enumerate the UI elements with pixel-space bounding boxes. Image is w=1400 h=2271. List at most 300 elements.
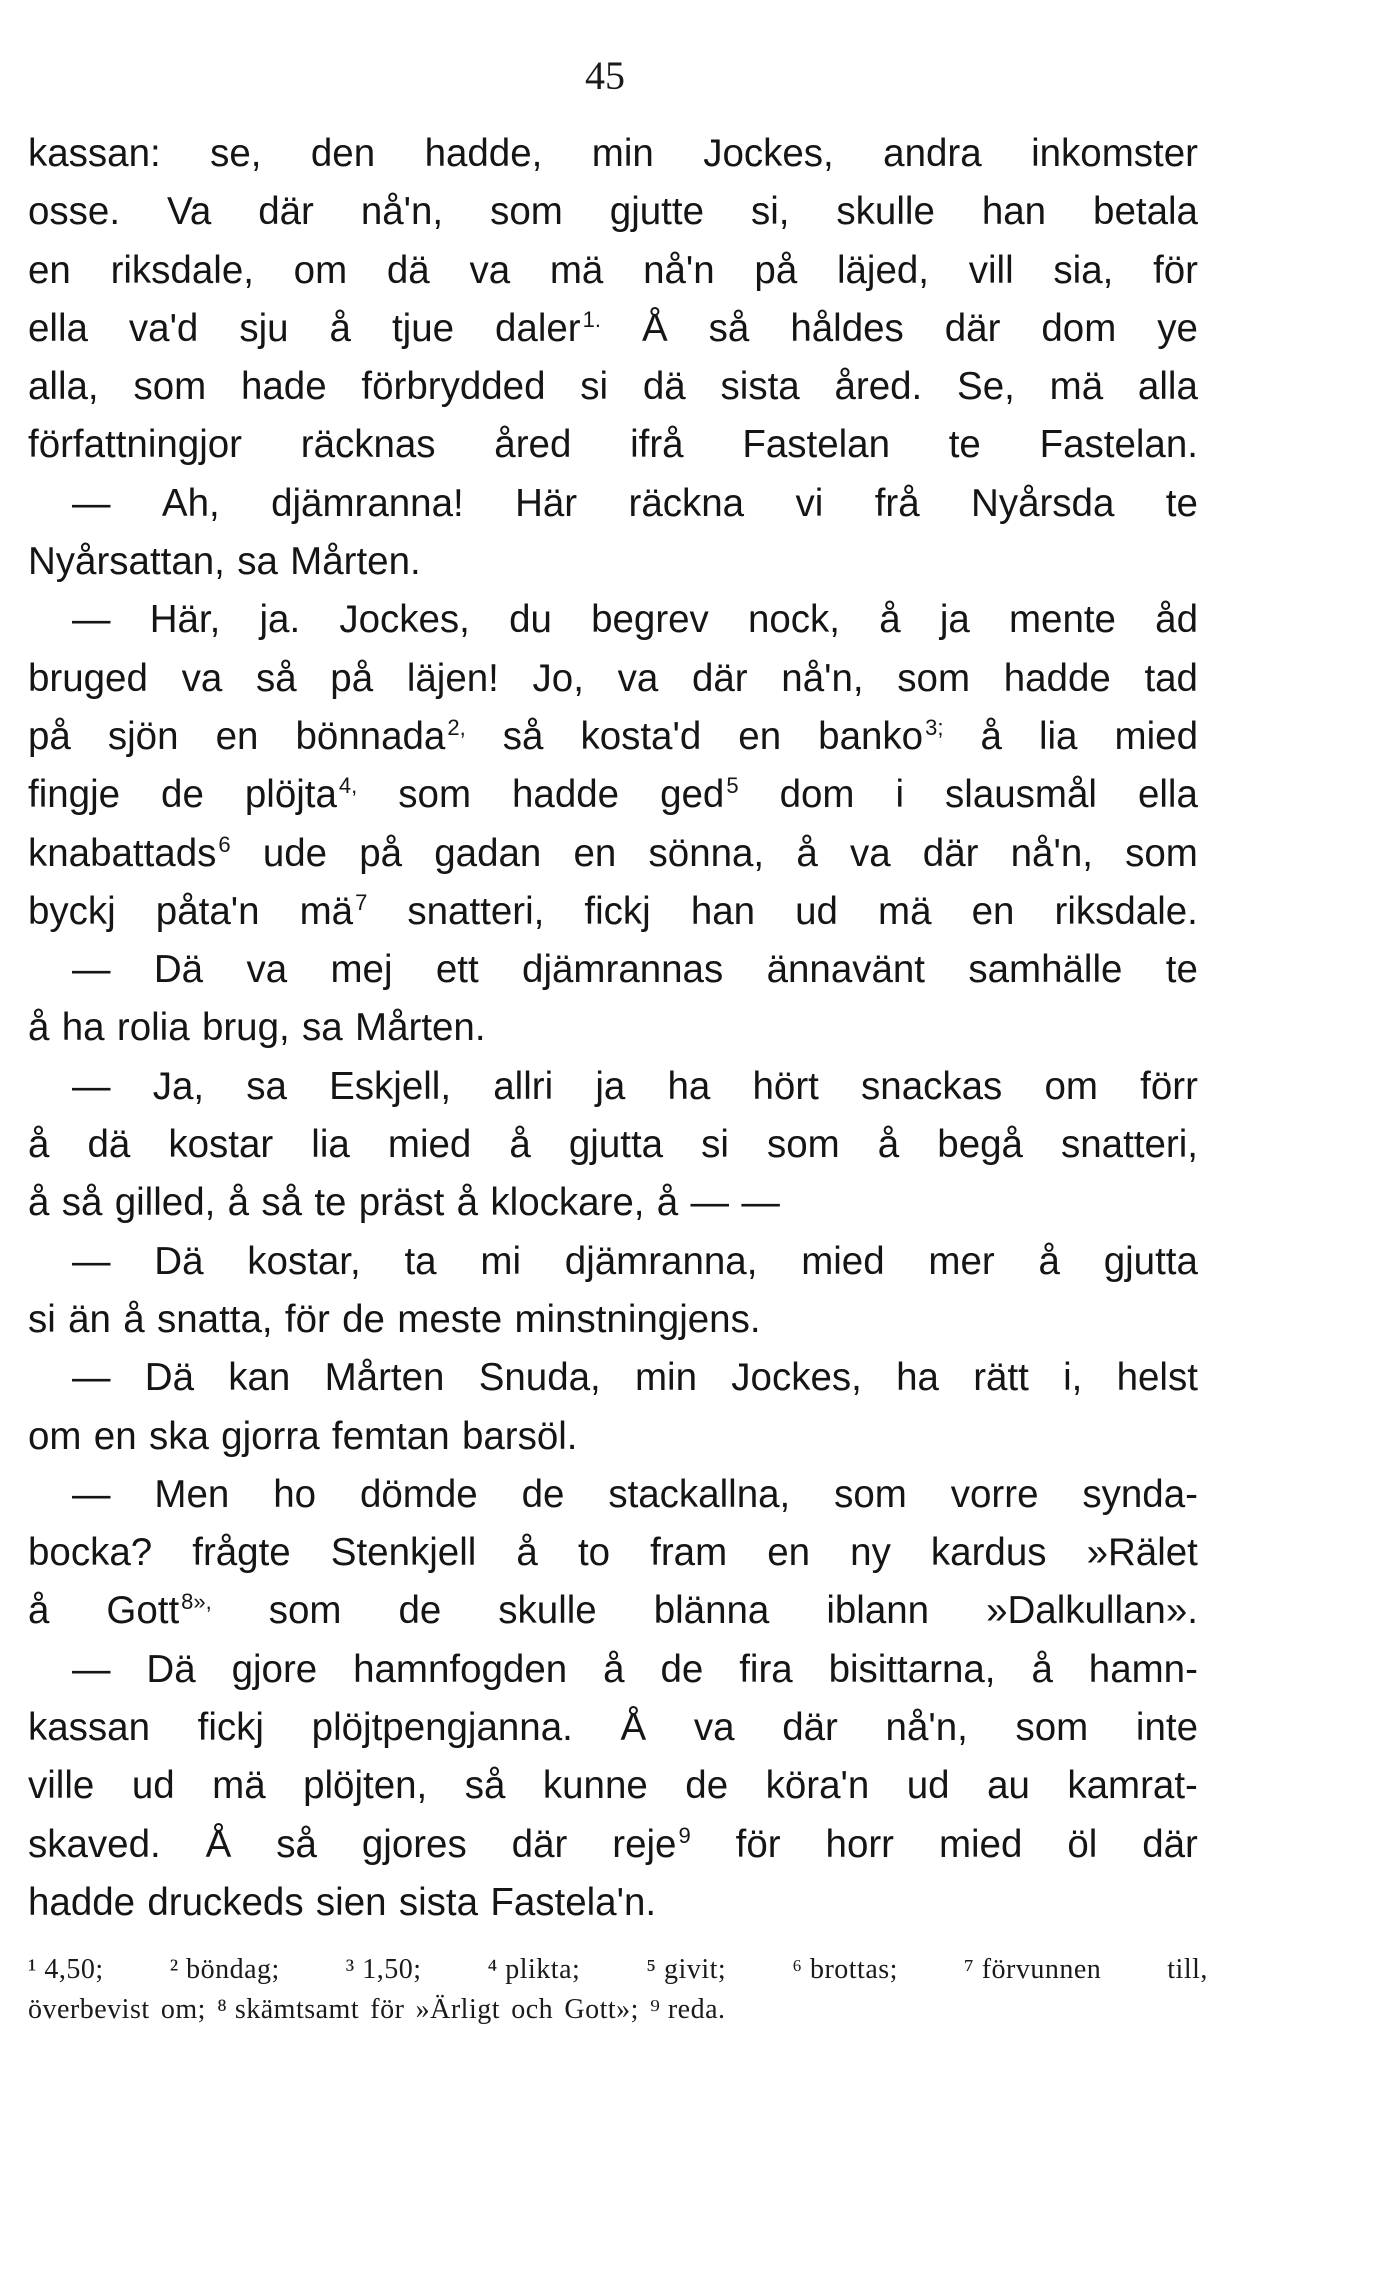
word: en xyxy=(971,889,1015,933)
word: gjorra xyxy=(221,1414,320,1458)
word: gjutta xyxy=(568,1123,664,1167)
word: kosta'd xyxy=(580,714,702,758)
word: frågte xyxy=(192,1531,291,1575)
word: fram xyxy=(650,1531,728,1575)
word: synda- xyxy=(1082,1472,1198,1516)
word: Dä xyxy=(144,1356,194,1400)
word: de xyxy=(342,1297,385,1341)
footnote-item: och xyxy=(511,1994,554,2025)
word: mä$^7$ xyxy=(299,889,368,933)
word: läjen! xyxy=(406,656,499,700)
text-line xyxy=(28,475,1198,533)
word: å xyxy=(123,1297,145,1341)
word: förr xyxy=(1140,1064,1198,1108)
word: å xyxy=(28,1123,50,1167)
word: tad xyxy=(1144,656,1198,700)
word: hadde xyxy=(512,773,620,817)
word: där xyxy=(691,656,748,700)
footnote-marker: 2, xyxy=(447,714,466,740)
footnote-item: ⁷ förvunnen xyxy=(963,1954,1102,1985)
word: å xyxy=(329,306,351,350)
word: Ja, xyxy=(152,1064,205,1108)
word: ifrå xyxy=(630,423,684,467)
word: sista xyxy=(398,1880,479,1924)
word: mi xyxy=(480,1239,521,1283)
word: författningjor xyxy=(28,423,243,467)
word: ha xyxy=(896,1356,939,1400)
word: mied xyxy=(1114,714,1198,758)
word: alla, xyxy=(28,365,99,409)
footnote-marker: 8», xyxy=(181,1589,212,1615)
word: ud xyxy=(131,1764,175,1808)
word: präst xyxy=(358,1181,445,1225)
word: frå xyxy=(874,481,920,525)
word: begrev xyxy=(591,598,709,642)
word: dom xyxy=(779,773,855,817)
word: kassan: xyxy=(28,132,161,175)
text-line xyxy=(28,1116,1198,1174)
text-line xyxy=(28,825,1198,883)
word: min xyxy=(634,1356,698,1400)
word: va xyxy=(246,948,288,992)
word: te xyxy=(314,1181,347,1225)
word: å xyxy=(28,1589,50,1633)
word: å xyxy=(879,598,901,642)
word: åred xyxy=(494,423,572,467)
word: å xyxy=(1038,1239,1060,1283)
word: riksdale. xyxy=(1054,889,1198,933)
word: ud xyxy=(906,1764,950,1808)
word: ta xyxy=(404,1239,437,1283)
word: ett xyxy=(435,948,479,992)
word: plöjta$^{4,}$ xyxy=(244,773,358,817)
footnote-item: ⁵ givit; xyxy=(646,1954,727,1985)
word: nock, xyxy=(747,598,841,642)
word: den xyxy=(310,132,376,175)
word: ha xyxy=(667,1064,711,1108)
word: riksdale, xyxy=(110,248,254,292)
word: Dä xyxy=(153,948,204,992)
word: sjön xyxy=(107,714,179,758)
word: helst xyxy=(1116,1356,1198,1400)
word: — xyxy=(72,1356,111,1400)
word: å xyxy=(516,1531,538,1575)
word: Stenkjell xyxy=(330,1531,477,1575)
word: ha xyxy=(61,1006,105,1050)
word: sa xyxy=(246,1064,287,1108)
word: tjue xyxy=(391,306,455,350)
word: djämranna! xyxy=(271,481,464,525)
word: ja xyxy=(595,1064,626,1108)
word: kostar xyxy=(168,1123,274,1167)
text-line xyxy=(28,1582,1198,1640)
word: där xyxy=(922,831,979,875)
word: hamnfogden xyxy=(353,1647,568,1691)
word: mä xyxy=(549,248,604,292)
word: vorre xyxy=(950,1472,1039,1516)
text-line xyxy=(28,1874,1198,1932)
text-line xyxy=(28,1757,1198,1815)
word: på xyxy=(28,714,71,758)
word: — xyxy=(72,948,111,992)
word: dä xyxy=(87,1123,131,1167)
text-line xyxy=(28,300,1198,358)
text-line xyxy=(28,941,1198,999)
word: ude xyxy=(262,831,328,875)
word: min xyxy=(591,132,654,175)
word: va xyxy=(693,1706,735,1750)
text-line xyxy=(28,183,1198,241)
word: fickj xyxy=(584,889,651,933)
word: byckj xyxy=(28,889,116,933)
word: Snuda, xyxy=(478,1356,601,1400)
word: skulle xyxy=(836,190,935,234)
page-number: 45 xyxy=(585,53,625,98)
word: bocka? xyxy=(28,1531,153,1575)
word: — xyxy=(72,1239,111,1283)
word: kostar, xyxy=(247,1239,361,1283)
word: fickj xyxy=(197,1706,264,1750)
word: Här, xyxy=(149,598,221,642)
word: så xyxy=(464,1764,506,1808)
word: som xyxy=(1125,831,1198,875)
text-line xyxy=(28,1408,1198,1466)
word: ella xyxy=(1137,773,1198,817)
word: så xyxy=(276,1822,317,1866)
word: mied xyxy=(801,1239,885,1283)
word: som xyxy=(897,656,971,700)
word: plöjtpengjanna. xyxy=(311,1706,573,1750)
word: allri xyxy=(493,1064,554,1108)
word: snatteri, xyxy=(1061,1123,1198,1167)
word: mej xyxy=(330,948,393,992)
word: Men xyxy=(154,1472,230,1516)
word: en xyxy=(28,248,71,292)
word: de xyxy=(161,773,204,817)
word: Jockes, xyxy=(731,1356,862,1400)
word: druckeds xyxy=(147,1880,304,1924)
word: barsöl. xyxy=(461,1414,578,1458)
word: begå xyxy=(937,1123,1023,1167)
word: å xyxy=(980,714,1002,758)
word: inte xyxy=(1135,1706,1198,1750)
word: Va xyxy=(167,190,212,234)
word: ja. xyxy=(259,598,301,642)
word: Fastelan xyxy=(742,423,890,467)
word: ye xyxy=(1157,306,1198,350)
word: på xyxy=(754,248,798,292)
word: andra xyxy=(883,132,982,175)
word: på xyxy=(359,831,403,875)
word: som xyxy=(398,773,472,817)
word: djämranna, xyxy=(564,1239,758,1283)
word: inkomster xyxy=(1031,132,1198,175)
footnote-item: ⁹ reda. xyxy=(650,1994,726,2025)
word: å xyxy=(509,1123,531,1167)
word: djämrannas xyxy=(522,948,724,992)
text-line xyxy=(28,1291,1198,1349)
word: Jockes, xyxy=(703,132,834,175)
word: Dä xyxy=(154,1239,204,1283)
word: å xyxy=(227,1181,250,1225)
word: å xyxy=(877,1123,900,1167)
word: kan xyxy=(228,1356,291,1400)
word: så xyxy=(708,306,750,350)
word: snatta, xyxy=(157,1297,273,1341)
word: ja xyxy=(939,598,970,642)
word: va'd xyxy=(128,306,199,350)
word: än xyxy=(68,1297,111,1341)
word: så xyxy=(261,1181,303,1225)
word: gilled, xyxy=(114,1181,216,1225)
word: nå'n, xyxy=(781,656,864,700)
word: förbrydded xyxy=(361,365,546,409)
word: va xyxy=(617,656,659,700)
text-line xyxy=(28,1699,1198,1757)
word: dä xyxy=(642,365,686,409)
word: en xyxy=(215,714,259,758)
word: te xyxy=(1165,481,1198,525)
word: si xyxy=(701,1123,729,1167)
word: bisittarna, xyxy=(828,1647,996,1691)
word: blänna xyxy=(653,1589,770,1633)
word: mied xyxy=(938,1822,1023,1866)
word: Mårten. xyxy=(355,1006,486,1050)
text-line xyxy=(28,1466,1198,1524)
word: au xyxy=(987,1764,1030,1808)
word: snackas xyxy=(861,1064,1003,1108)
word: så xyxy=(502,714,544,758)
word: mer xyxy=(928,1239,995,1283)
word: sa xyxy=(302,1006,343,1050)
word: dom xyxy=(1041,306,1117,350)
footnote-marker: 3; xyxy=(925,714,944,740)
word: håldes xyxy=(790,306,904,350)
word: rolia xyxy=(116,1006,190,1050)
word: ella xyxy=(28,306,88,350)
text-line xyxy=(28,766,1198,824)
word: å xyxy=(796,831,818,875)
word: läjed, xyxy=(836,248,930,292)
word: vill xyxy=(968,248,1014,292)
word: Å xyxy=(620,1706,647,1750)
word: se, xyxy=(210,132,262,175)
word: som xyxy=(133,365,207,409)
word: de xyxy=(521,1472,565,1516)
word: sista xyxy=(720,365,800,409)
footnote-marker: 1. xyxy=(582,306,601,332)
text-line xyxy=(28,1174,1198,1232)
word: ville xyxy=(28,1764,95,1808)
word: plöjten, xyxy=(303,1764,428,1808)
word: åred. xyxy=(834,365,923,409)
word: där xyxy=(1142,1822,1198,1866)
word: brug, xyxy=(201,1006,290,1050)
text-line xyxy=(28,416,1198,474)
word: gjores xyxy=(361,1822,467,1866)
footnote-item: ² böndag; xyxy=(169,1954,280,1985)
word: nå'n xyxy=(643,248,715,292)
word: öl xyxy=(1067,1822,1098,1866)
word: där xyxy=(511,1822,568,1866)
word: å xyxy=(1031,1647,1053,1691)
word: Nyårsda xyxy=(971,481,1115,525)
word: om xyxy=(293,248,348,292)
word: mä xyxy=(878,889,932,933)
word: där xyxy=(782,1706,838,1750)
word: femtan xyxy=(331,1414,450,1458)
text-line xyxy=(28,1641,1198,1699)
text-line xyxy=(28,999,1198,1057)
footnote-item: Gott»; xyxy=(564,1994,639,2025)
text-line xyxy=(28,1816,1198,1874)
word: — xyxy=(72,1064,111,1108)
word: mä xyxy=(1049,365,1104,409)
word: alla xyxy=(1137,365,1198,409)
word: sien xyxy=(315,1880,387,1924)
word: to xyxy=(577,1531,611,1575)
word: Nyårsattan, xyxy=(28,540,225,584)
text-line xyxy=(28,1233,1198,1291)
word: stackallna, xyxy=(608,1472,791,1516)
word: å xyxy=(28,1181,50,1225)
word: minstningjens. xyxy=(514,1297,761,1341)
word: bönnada$^{2,}$ xyxy=(295,714,466,758)
word: dä xyxy=(386,248,430,292)
word: mente xyxy=(1008,598,1116,642)
word: va xyxy=(469,248,511,292)
word: kunne xyxy=(542,1764,648,1808)
word: nå'n, xyxy=(885,1706,968,1750)
word: snatteri, xyxy=(407,889,545,933)
text-line xyxy=(28,1524,1198,1582)
word: i, xyxy=(1063,1356,1083,1400)
word: gjutte xyxy=(609,190,704,234)
word: hadde xyxy=(1003,656,1111,700)
word: ska xyxy=(148,1414,209,1458)
footnote-marker: 6 xyxy=(218,831,231,857)
word: de xyxy=(398,1589,442,1633)
word: osse. xyxy=(28,190,121,234)
footnote-item: »Ärligt xyxy=(415,1994,501,2025)
footnote-item: för xyxy=(370,1994,405,2025)
word: hört xyxy=(752,1064,819,1108)
word: som xyxy=(767,1123,840,1167)
word: så xyxy=(255,656,297,700)
footnote-marker: 9 xyxy=(678,1822,691,1848)
word: knabattads$^6$ xyxy=(28,831,231,875)
word: Eskjell, xyxy=(329,1064,452,1108)
word: å xyxy=(603,1647,625,1691)
word: som xyxy=(834,1472,907,1516)
word: slausmål xyxy=(945,773,1097,817)
word: gadan xyxy=(434,831,542,875)
word: »Rälet xyxy=(1086,1531,1198,1575)
word: hadde, xyxy=(424,132,543,175)
word: ud xyxy=(795,889,838,933)
word: å xyxy=(656,1181,679,1225)
word: han xyxy=(690,889,756,933)
word: Här xyxy=(515,481,578,525)
word: — xyxy=(72,1647,111,1691)
text-line xyxy=(28,883,1198,941)
word: vi xyxy=(795,481,824,525)
word: på xyxy=(330,656,374,700)
word: en xyxy=(767,1531,811,1575)
text-line xyxy=(28,650,1198,708)
footnote-item: ⁶ brottas; xyxy=(792,1954,898,1985)
word: mä xyxy=(212,1764,266,1808)
word: lia xyxy=(1038,714,1078,758)
text-line xyxy=(28,591,1198,649)
word: si xyxy=(28,1297,56,1341)
word: Se, xyxy=(957,365,1015,409)
text-line xyxy=(28,1349,1198,1407)
word: bruged xyxy=(28,656,148,700)
word: ged$^5$ xyxy=(660,773,739,817)
word: där xyxy=(258,190,314,234)
body-text xyxy=(28,125,1198,1932)
word: lia xyxy=(311,1123,350,1167)
word: sa xyxy=(237,540,278,584)
word: en xyxy=(573,831,617,875)
word: skulle xyxy=(498,1589,597,1633)
footnote-line xyxy=(28,1990,1208,2030)
footnote-marker: 4, xyxy=(338,773,358,799)
word: samhälle xyxy=(968,948,1123,992)
word: köra'n xyxy=(765,1764,870,1808)
word: daler$^{1.}$ xyxy=(495,306,601,350)
word: som xyxy=(1015,1706,1089,1750)
text-line xyxy=(28,1058,1198,1116)
word: fingje xyxy=(28,773,121,817)
word: i xyxy=(895,773,905,817)
word: skaved. xyxy=(28,1822,161,1866)
text-line xyxy=(28,358,1198,416)
word: en xyxy=(93,1414,137,1458)
word: meste xyxy=(397,1297,503,1341)
word: Gott$^{8»,}$ xyxy=(106,1589,212,1633)
word: — xyxy=(72,1472,111,1516)
word: de xyxy=(660,1647,704,1691)
word: — xyxy=(690,1181,730,1225)
word: va xyxy=(849,831,891,875)
word: klockare, xyxy=(490,1181,645,1225)
word: du xyxy=(509,598,552,642)
word: gjore xyxy=(231,1647,318,1691)
word: Jo, xyxy=(532,656,584,700)
word: hadde xyxy=(28,1880,136,1924)
word: Mårten xyxy=(324,1356,445,1400)
word: — xyxy=(72,598,111,642)
word: ännavänt xyxy=(766,948,925,992)
footnote-marker: 5 xyxy=(726,773,739,799)
word: reje$^9$ xyxy=(612,1822,691,1866)
word: kamrat- xyxy=(1067,1764,1198,1808)
word: hade xyxy=(240,365,327,409)
word: va xyxy=(181,656,223,700)
word: iblann xyxy=(826,1589,930,1633)
word: Mårten. xyxy=(290,540,421,584)
word: där xyxy=(944,306,1001,350)
word: Ah, xyxy=(161,481,220,525)
text-line xyxy=(28,708,1198,766)
word: åd xyxy=(1155,598,1198,642)
word: dömde xyxy=(359,1472,478,1516)
footnote-item: om; xyxy=(160,1994,206,2025)
word: hamn- xyxy=(1088,1647,1198,1691)
word: räckna xyxy=(628,481,745,525)
